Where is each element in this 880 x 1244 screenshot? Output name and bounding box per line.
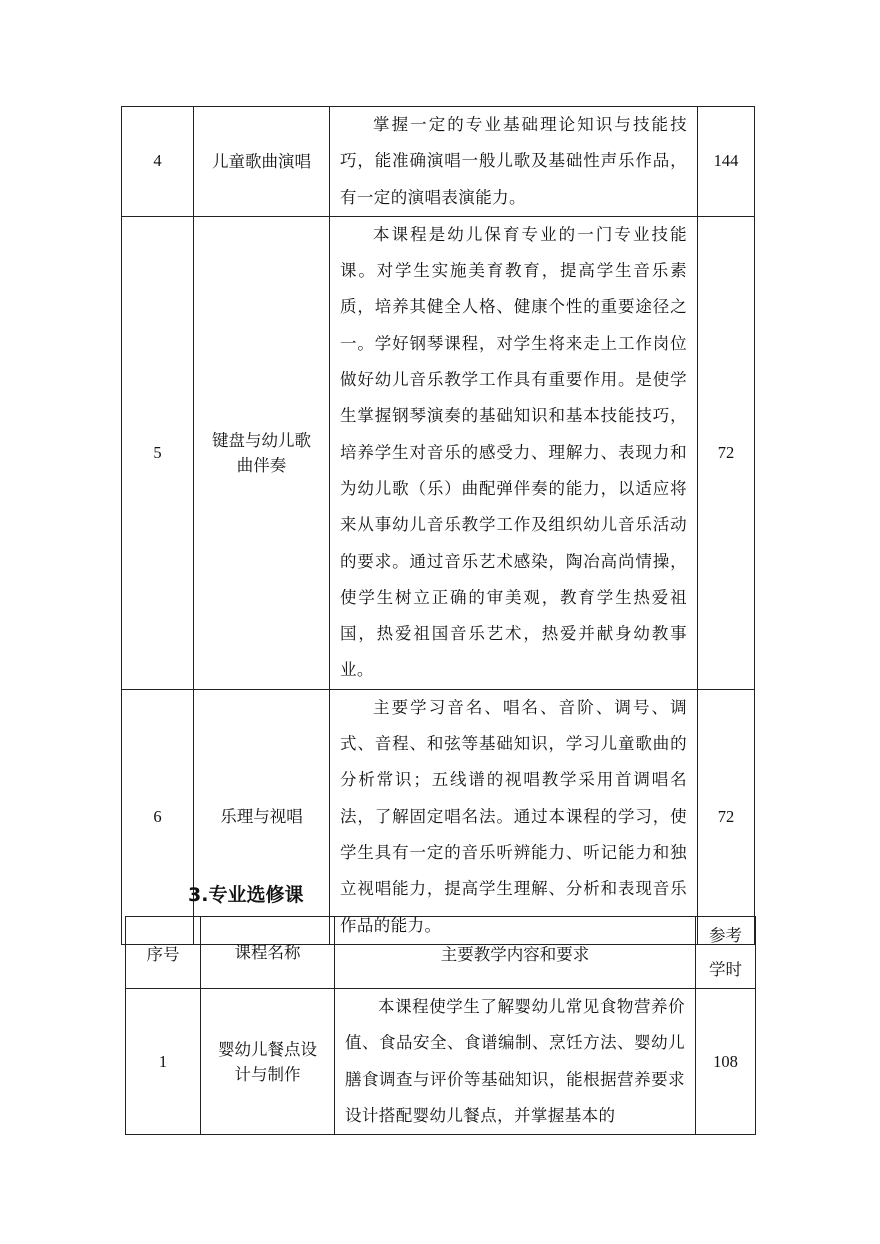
course-name: 儿童歌曲演唱 <box>194 107 330 217</box>
header-description: 主要教学内容和要求 <box>335 917 696 989</box>
header-hours-line1: 参考 <box>709 925 742 945</box>
table-row <box>126 989 756 1135</box>
section-heading: 3.专业选修课 <box>188 884 304 906</box>
course-hours: 72 <box>698 216 755 689</box>
course-number: 4 <box>122 107 194 217</box>
course-description-text: 掌握一定的专业基础理论知识与技能技巧，能准确演唱一般儿歌及基础性声乐作品，有一定的演唱表演能力。 <box>340 115 687 207</box>
course-description <box>330 689 698 944</box>
course-description-text: 主要学习音名、唱名、音阶、调号、调式、音程、和弦等基础知识，学习儿童歌曲的分析常识；五线谱的视唱教学采用首调唱名法，了解固定唱名法。通过本课程的学习，使学生具有一定的音乐听辨能力、听记能力和独立视唱能力，提高学生理解、分析和表现音乐作品的能力。 <box>340 697 687 935</box>
course-description <box>335 989 696 1135</box>
course-table-core <box>121 106 755 945</box>
course-hours: 144 <box>698 107 755 217</box>
course-table-elective <box>125 916 756 1135</box>
course-number: 1 <box>126 989 201 1135</box>
course-description <box>330 107 698 217</box>
table-row <box>122 216 755 689</box>
course-description-text: 本课程使学生了解婴幼儿常见食物营养价值、食品安全、食谱编制、烹饪方法、婴幼儿膳食调查与评价等基础知识，能根据营养要求设计搭配婴幼儿餐点，并掌握基本的 <box>345 997 685 1125</box>
course-hours: 108 <box>696 989 756 1135</box>
table-header-row <box>126 917 756 989</box>
header-hours-line2: 学时 <box>709 959 742 979</box>
header-hours <box>696 917 756 989</box>
course-name: 键盘与幼儿歌曲伴奏 <box>194 216 330 689</box>
header-number: 序号 <box>126 917 201 989</box>
course-name: 婴幼儿餐点设计与制作 <box>201 989 335 1135</box>
course-hours: 72 <box>698 689 755 944</box>
course-number: 5 <box>122 216 194 689</box>
table-row <box>122 107 755 217</box>
course-number: 6 <box>122 689 194 944</box>
course-description-text: 本课程是幼儿保育专业的一门专业技能课。对学生实施美育教育，提高学生音乐素质，培养其健全人格、健康个性的重要途径之一。学好钢琴课程，对学生将来走上工作岗位做好幼儿音乐教学工作具有重要作用。是使学生掌握钢琴演奏的基础知识和基本技能技巧，培养学生对音乐的感受力、理解力、表现力和为幼儿歌（乐）曲配弹伴奏的能力，以适应将来从事幼儿音乐教学工作及组织幼儿音乐活动的要求。通过音乐艺术感染，陶冶高尚情操，使学生树立正确的审美观，教育学生热爱祖国，热爱祖国音乐艺术，热爱并献身幼教事业。 <box>340 224 687 680</box>
header-course-name: 课程名称 <box>201 917 335 989</box>
course-name: 乐理与视唱 <box>194 689 330 944</box>
course-description <box>330 216 698 689</box>
